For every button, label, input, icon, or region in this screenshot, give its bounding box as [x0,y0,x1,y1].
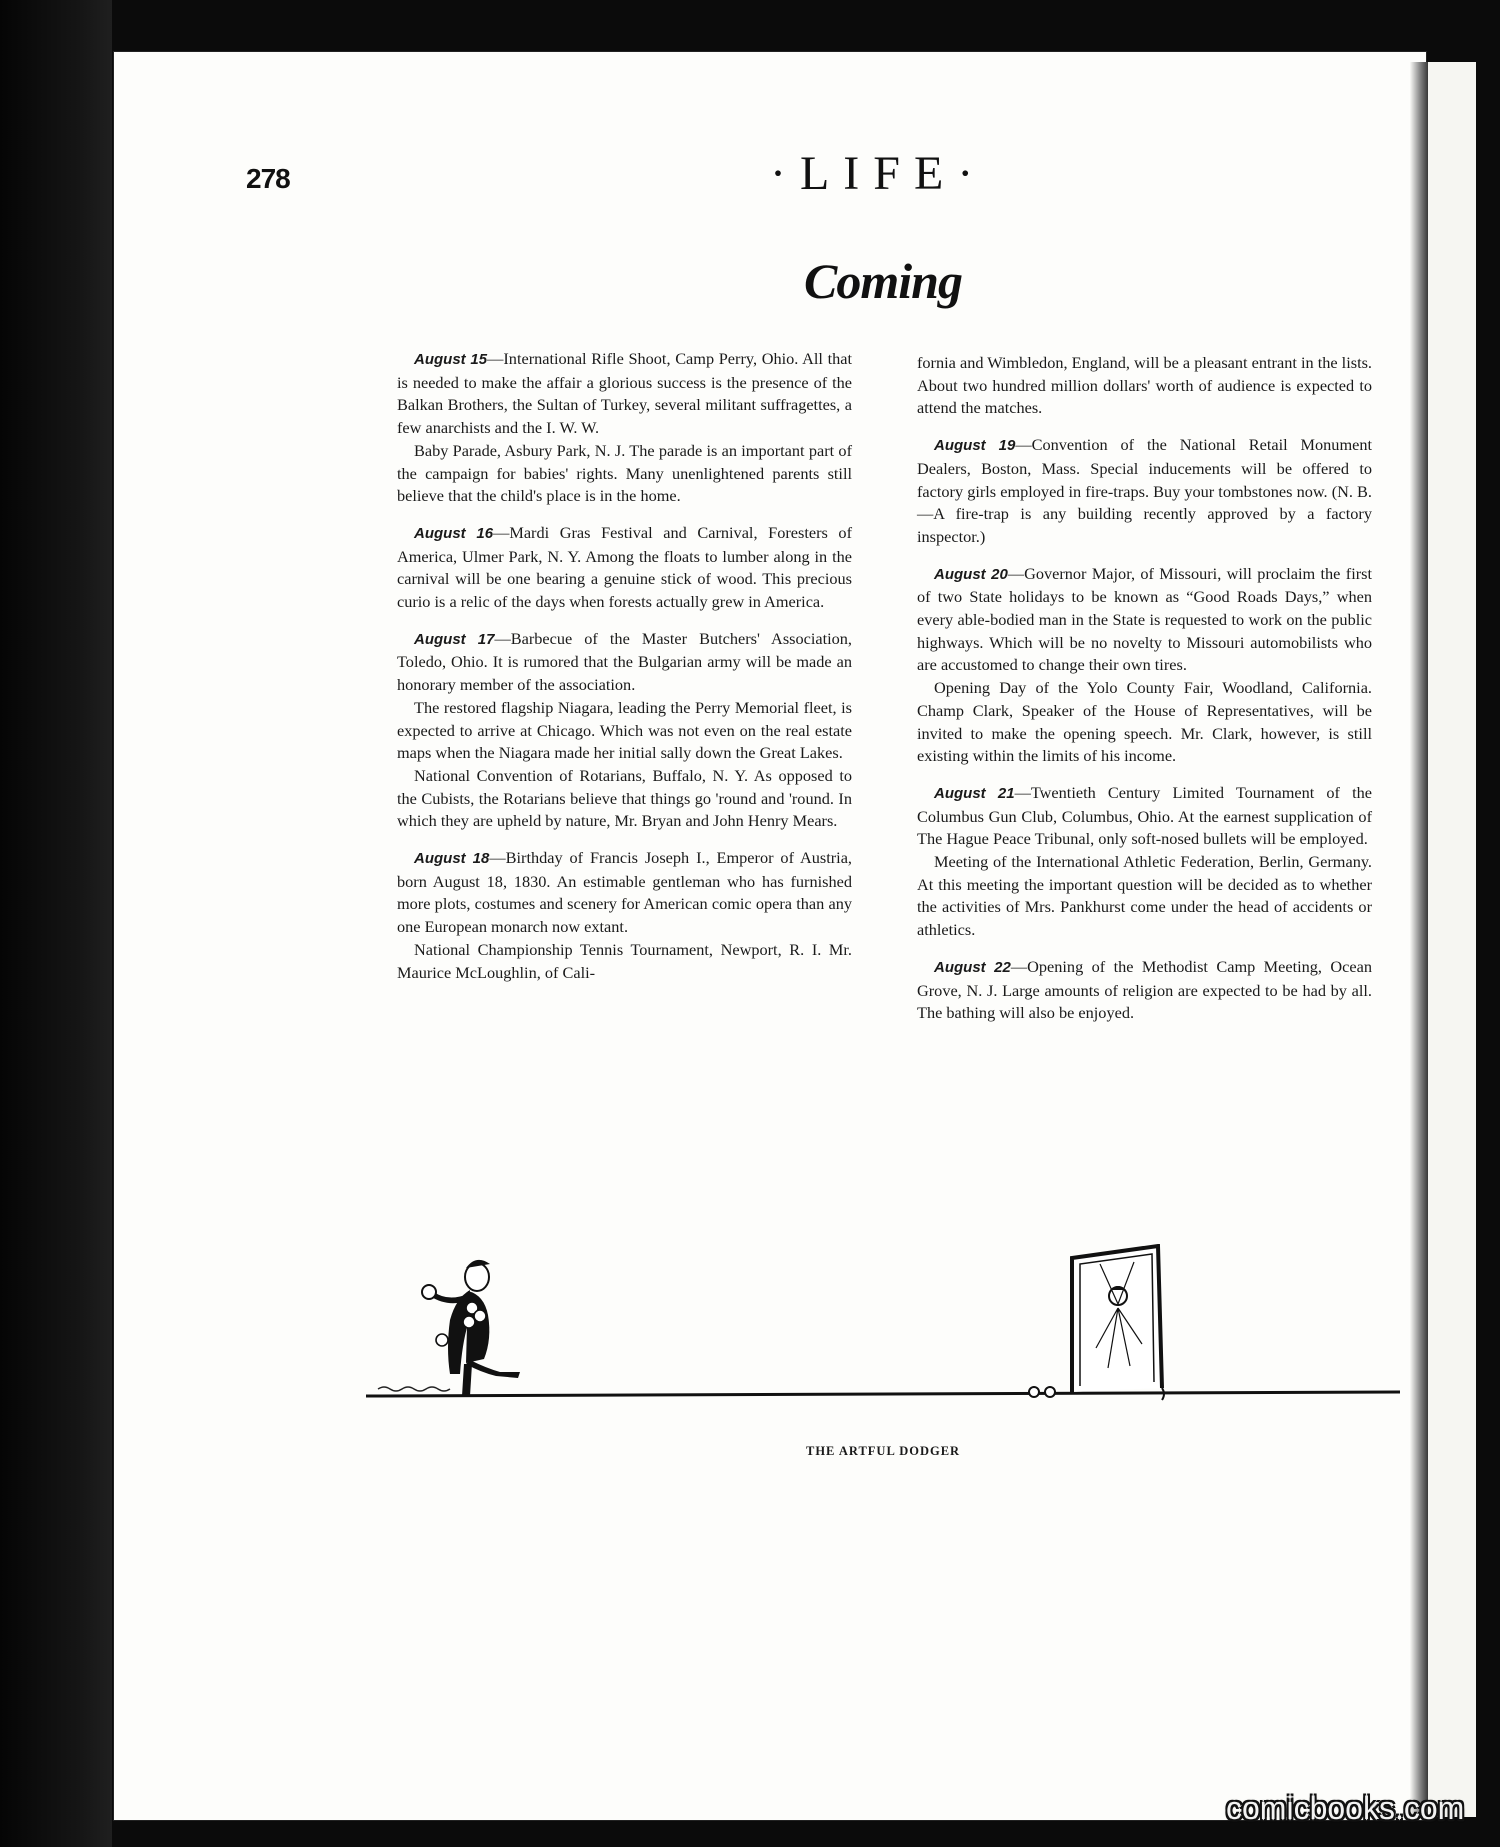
entry-text: —International Rifle Shoot, Camp Perry, Ohio. All that is needed to make the affair a glorious success is the presence of the Balkan Brothers, the Sultan of Turkey, several militant suffragettes, a few anarchists and the I. W. W. [397,349,852,438]
entry-date: August 20 [934,565,1008,583]
entry-paragraph [917,434,1372,549]
entry-text: Baby Parade, Asbury Park, N. J. The parade is an important part of the campaign for babies' rights. Many unenlightened parents still believe that the child's place is in the home. [397,440,852,506]
entry-paragraph [397,348,852,440]
entry-paragraph [397,522,852,614]
entry-text: —Opening of the Methodist Camp Meeting, Ocean Grove, N. J. Large amounts of religion are expected to be had by all. The bathing will also be enjoyed. [917,956,1372,1023]
ball [1029,1387,1039,1397]
entry-date: August 15 [414,351,488,368]
entry-paragraph [917,677,1372,768]
ball [1045,1387,1055,1397]
entry-text: —Barbecue of the Master Butchers' Association, Toledo, Ohio. It is rumored that the Bulgarian army will be made an honorary member of the association. [397,628,853,695]
entry-text: —Twentieth Century Limited Tournament of the Columbus Gun Club, Columbus, Ohio. At the earnest supplication of The Hague Peace Tribunal, only soft-nosed bullets will be employed. [917,782,1372,849]
entry-date: August 22 [934,958,1011,976]
ground-line [366,1392,1400,1396]
entry-text: —Governor Major, of Missouri, will proclaim the first of two State holidays to be known as “Good Roads Days,” when every able-bodied man in the State is requested to work on the public highways. Which will be no novelty to Missouri automobilists who are accustomed to change their own tires. [917,563,1372,675]
entry-text: —Birthday of Francis Joseph I., Emperor of Austria, born August 18, 1830. An estimable gentleman who has furnished more plots, costumes and scenery for American comic opera than any one European monarch now extant. [397,848,853,937]
entry-paragraph [397,440,852,508]
entry-date: August 19 [934,437,1016,455]
entry-paragraph [917,851,1372,942]
entry-paragraph [917,563,1372,678]
site-watermark: comicbooks.com [1226,1790,1465,1826]
text-column-right [917,352,1372,1025]
entry-date: August 18 [414,850,490,868]
entry-paragraph [917,352,1372,420]
entry-text: National Convention of Rotarians, Buffalo, N. Y. As opposed to the Cubists, the Rotarians believe that things go 'round and 'round. In which they are upheld by nature, Mr. Bryan and John Henry Mears. [397,765,852,831]
entry-text: The restored flagship Niagara, leading the Perry Memorial fleet, is expected to arrive at Chicago. Which was not even on the real estate maps when the Niagara made her initial sally down the Great Lakes. [397,697,852,763]
entry-paragraph [397,765,852,833]
entry-paragraph [397,847,852,939]
entry-paragraph [397,628,852,697]
masthead: ·LIFE· [770,147,988,200]
dodging-man-figure [422,1260,520,1396]
entry-text: —Convention of the National Retail Monument Dealers, Boston, Mass. Special inducements will be offered to factory girls employed in fire-traps. Buy your tombstones now. (N. B.—A fire-trap is any building recently approved by a factory inspector.) [917,435,1372,546]
entry-text: Meeting of the International Athletic Federation, Berlin, Germany. At this meeting the important question will be decided as to whether the activities of Mrs. Pankhurst come under the head of accidents or athletics. [917,852,1372,940]
entry-date: August 17 [414,630,495,648]
entry-text: Opening Day of the Yolo County Fair, Woodland, California. Champ Clark, Speaker of the House of Representatives, will be invited to make the opening speech. Mr. Clark, however, is still existing within the limits of his income. [917,678,1372,766]
entry-date: August 16 [414,524,494,542]
entry-text: National Championship Tennis Tournament, Newport, R. I. Mr. Maurice McLoughlin, of Cali- [397,939,852,982]
article-title: Coming [804,253,962,309]
book-binding-edge [0,0,112,1847]
text-column-left [397,348,852,984]
entry-text: fornia and Wimbledon, England, will be a pleasant entrant in the lists. About two hundred million dollars' worth of audience is expected to attend the matches. [917,353,1372,418]
facing-page-edge [1428,62,1476,1817]
artist-signature [378,1387,450,1391]
cartoon-illustration [366,1244,1406,1414]
entry-paragraph [917,782,1372,851]
entry-paragraph [397,939,852,984]
entry-paragraph [397,697,852,765]
doorway-figure [1072,1246,1164,1400]
page-number: 278 [246,163,290,194]
cartoon-caption: THE ARTFUL DODGER [806,1444,961,1458]
entry-text: —Mardi Gras Festival and Carnival, Foresters of America, Ulmer Park, N. Y. Among the floats to lumber along in the carnival will be one bearing a genuine stick of wood. This precious curio is a relic of the days when forests actually grew in America. [397,522,852,612]
entry-paragraph [917,956,1372,1025]
entry-date: August 21 [934,784,1015,802]
